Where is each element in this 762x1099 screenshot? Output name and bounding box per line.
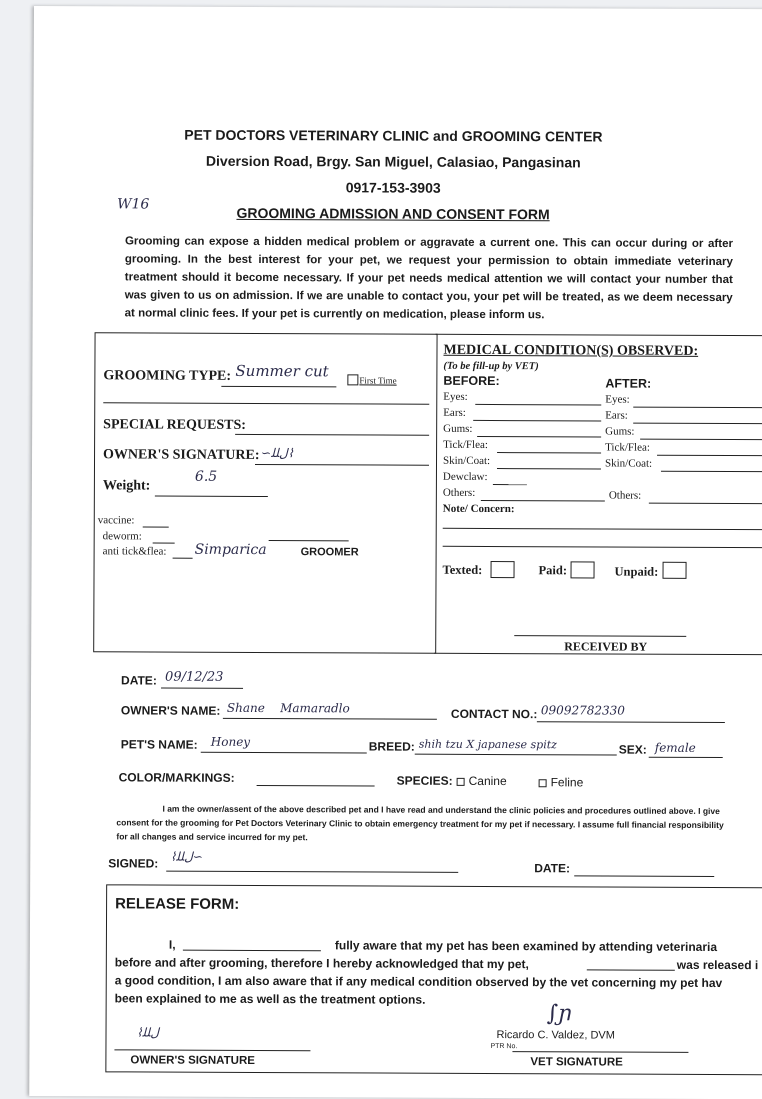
- texted-label: Texted:: [442, 562, 483, 577]
- clinic-address: Diversion Road, Brgy. San Miguel, Calasiao, Pangasinan: [205, 152, 581, 171]
- canine-label: Canine: [468, 773, 507, 789]
- corner-note: W16: [117, 196, 150, 213]
- weight-value[interactable]: 6.5: [194, 468, 218, 485]
- after-label: AFTER:: [605, 376, 652, 391]
- after-ears: Ears:: [605, 409, 628, 422]
- form-title: GROOMING ADMISSION AND CONSENT FORM: [236, 204, 550, 223]
- after-eyes: Eyes:: [605, 393, 630, 406]
- antitick-label: anti tick&flea:: [102, 545, 167, 558]
- deworm-label: deworm:: [102, 530, 142, 543]
- medical-subtitle: (To be fill-up by VET): [443, 360, 539, 373]
- owner-name-label: OWNER'S NAME:: [120, 703, 221, 718]
- owner-signature-label: OWNER'S SIGNATURE: [130, 1054, 255, 1067]
- release-i: I,: [168, 937, 176, 952]
- pet-name-label: PET'S NAME:: [120, 737, 198, 752]
- vet-signature-scribble: ∫ɲ: [546, 1001, 573, 1027]
- groomer-label: GROOMER: [300, 546, 359, 559]
- species-label: SPECIES:: [396, 773, 453, 788]
- vaccine-label: vaccine:: [97, 514, 135, 527]
- sex-label: SEX:: [618, 742, 647, 757]
- before-eyes: Eyes:: [443, 390, 468, 403]
- before-skincoat: Skin/Coat:: [442, 454, 491, 467]
- first-time-checkbox[interactable]: [347, 374, 358, 385]
- received-by-label: RECEIVED BY: [564, 639, 648, 654]
- medical-box: [434, 334, 762, 655]
- ptr-label: PTR No.: [490, 1043, 518, 1051]
- after-gums: Gums:: [605, 425, 635, 438]
- unpaid-label: Unpaid:: [614, 564, 659, 579]
- special-requests-label: SPECIAL REQUESTS:: [103, 417, 246, 433]
- first-time-label: First Time: [359, 375, 397, 386]
- paid-checkbox[interactable]: [571, 561, 595, 578]
- note-label: Note/ Concern:: [442, 502, 515, 516]
- grooming-type-value[interactable]: Summer cut: [235, 361, 329, 381]
- after-tickflea: Tick/Flea:: [605, 441, 650, 454]
- consent-text: I am the owner/assent of the above described pet and I have read and understand the clinic policies and procedures outlined above. I give consent for the grooming for Pet Doctors Veterinary Clinic to obtain emergency treatment for my pet if necessary. I assume full financial responsibility for all changes and service incurred for my pet.: [116, 803, 724, 843]
- grooming-box: [93, 332, 437, 653]
- intro-text: Grooming can expose a hidden medical problem or aggravate a current one. This can occur during or after grooming. In the best interest for your pet, we request your permission to obtain immediate veterinary treatment should it become necessary. If your pet needs medical attention we will contact your number that was given to us on admission. If we are unable to contact you, your pet will be treated, as we deem necessary at normal clinic fees. If your pet is currently on medication, please inform us.: [124, 235, 733, 322]
- before-dewclaw: Dewclaw:: [442, 470, 488, 483]
- unpaid-checkbox[interactable]: [663, 562, 687, 579]
- antitick-value[interactable]: Simparica: [194, 541, 267, 559]
- signed-signature[interactable]: ⌇ﻝﻠﻠ∽: [170, 849, 203, 864]
- breed-label: BREED:: [368, 739, 415, 754]
- date-label: DATE:: [121, 673, 157, 688]
- before-gums: Gums:: [443, 422, 473, 435]
- vet-name: Ricardo C. Valdez, DVM: [496, 1029, 615, 1042]
- grooming-type-label: GROOMING TYPE:: [103, 368, 232, 384]
- date-value[interactable]: 09/12/23: [165, 669, 224, 685]
- sex-value[interactable]: female: [654, 740, 696, 755]
- after-skincoat: Skin/Coat:: [604, 457, 653, 470]
- before-label: BEFORE:: [443, 373, 500, 389]
- owner-sig-scribble: ⌇ﻝﻠﻠ: [136, 1025, 160, 1040]
- contact-label: CONTACT NO.:: [450, 706, 538, 722]
- feline-checkbox[interactable]: [539, 779, 547, 787]
- before-tickflea: Tick/Flea:: [443, 438, 488, 451]
- breed-value[interactable]: shih tzu X japanese spitz: [418, 737, 557, 752]
- owner-name-value[interactable]: Shane Mamaradlo: [226, 700, 350, 716]
- pet-name-value[interactable]: Honey: [210, 734, 251, 749]
- clinic-phone: 0917-153-3903: [345, 179, 441, 196]
- canine-checkbox[interactable]: [457, 778, 465, 786]
- clinic-name: PET DOCTORS VETERINARY CLINIC and GROOMING CENTER: [184, 126, 603, 145]
- before-others: Others:: [442, 486, 476, 499]
- weight-label: Weight:: [102, 478, 151, 494]
- before-ears: Ears:: [443, 406, 466, 419]
- form-sheet: [29, 6, 762, 1099]
- release-form-box: [105, 884, 762, 1075]
- signed-date-label: DATE:: [534, 861, 571, 876]
- texted-checkbox[interactable]: [491, 561, 515, 578]
- release-line2-end: was released i: [676, 957, 759, 973]
- color-markings-label: COLOR/MARKINGS:: [118, 770, 235, 785]
- owner-signature-scribble[interactable]: ∽ﻝﻠﻠ⌇: [261, 445, 294, 461]
- release-line2: before and after grooming, therefore I hereby acknowledged that my pet,: [114, 955, 529, 972]
- release-title: RELEASE FORM:: [115, 895, 240, 913]
- release-line3: a good condition, I am also aware that if any medical condition observed by the vet concerning my pet hav: [114, 973, 723, 991]
- signed-label: SIGNED:: [108, 856, 159, 871]
- release-line1: fully aware that my pet has been examined by attending veterinaria: [334, 938, 718, 954]
- contact-value[interactable]: 09092782330: [540, 703, 625, 718]
- owner-signature-label: OWNER'S SIGNATURE:: [103, 447, 260, 463]
- paid-label: Paid:: [538, 563, 568, 578]
- vet-signature-label: VET SIGNATURE: [530, 1056, 623, 1069]
- after-others: Others:: [608, 489, 642, 502]
- feline-label: Feline: [550, 775, 584, 790]
- medical-title: MEDICAL CONDITION(S) OBSERVED:: [443, 342, 699, 359]
- release-line4: been explained to me as well as the treatment options.: [114, 991, 426, 1007]
